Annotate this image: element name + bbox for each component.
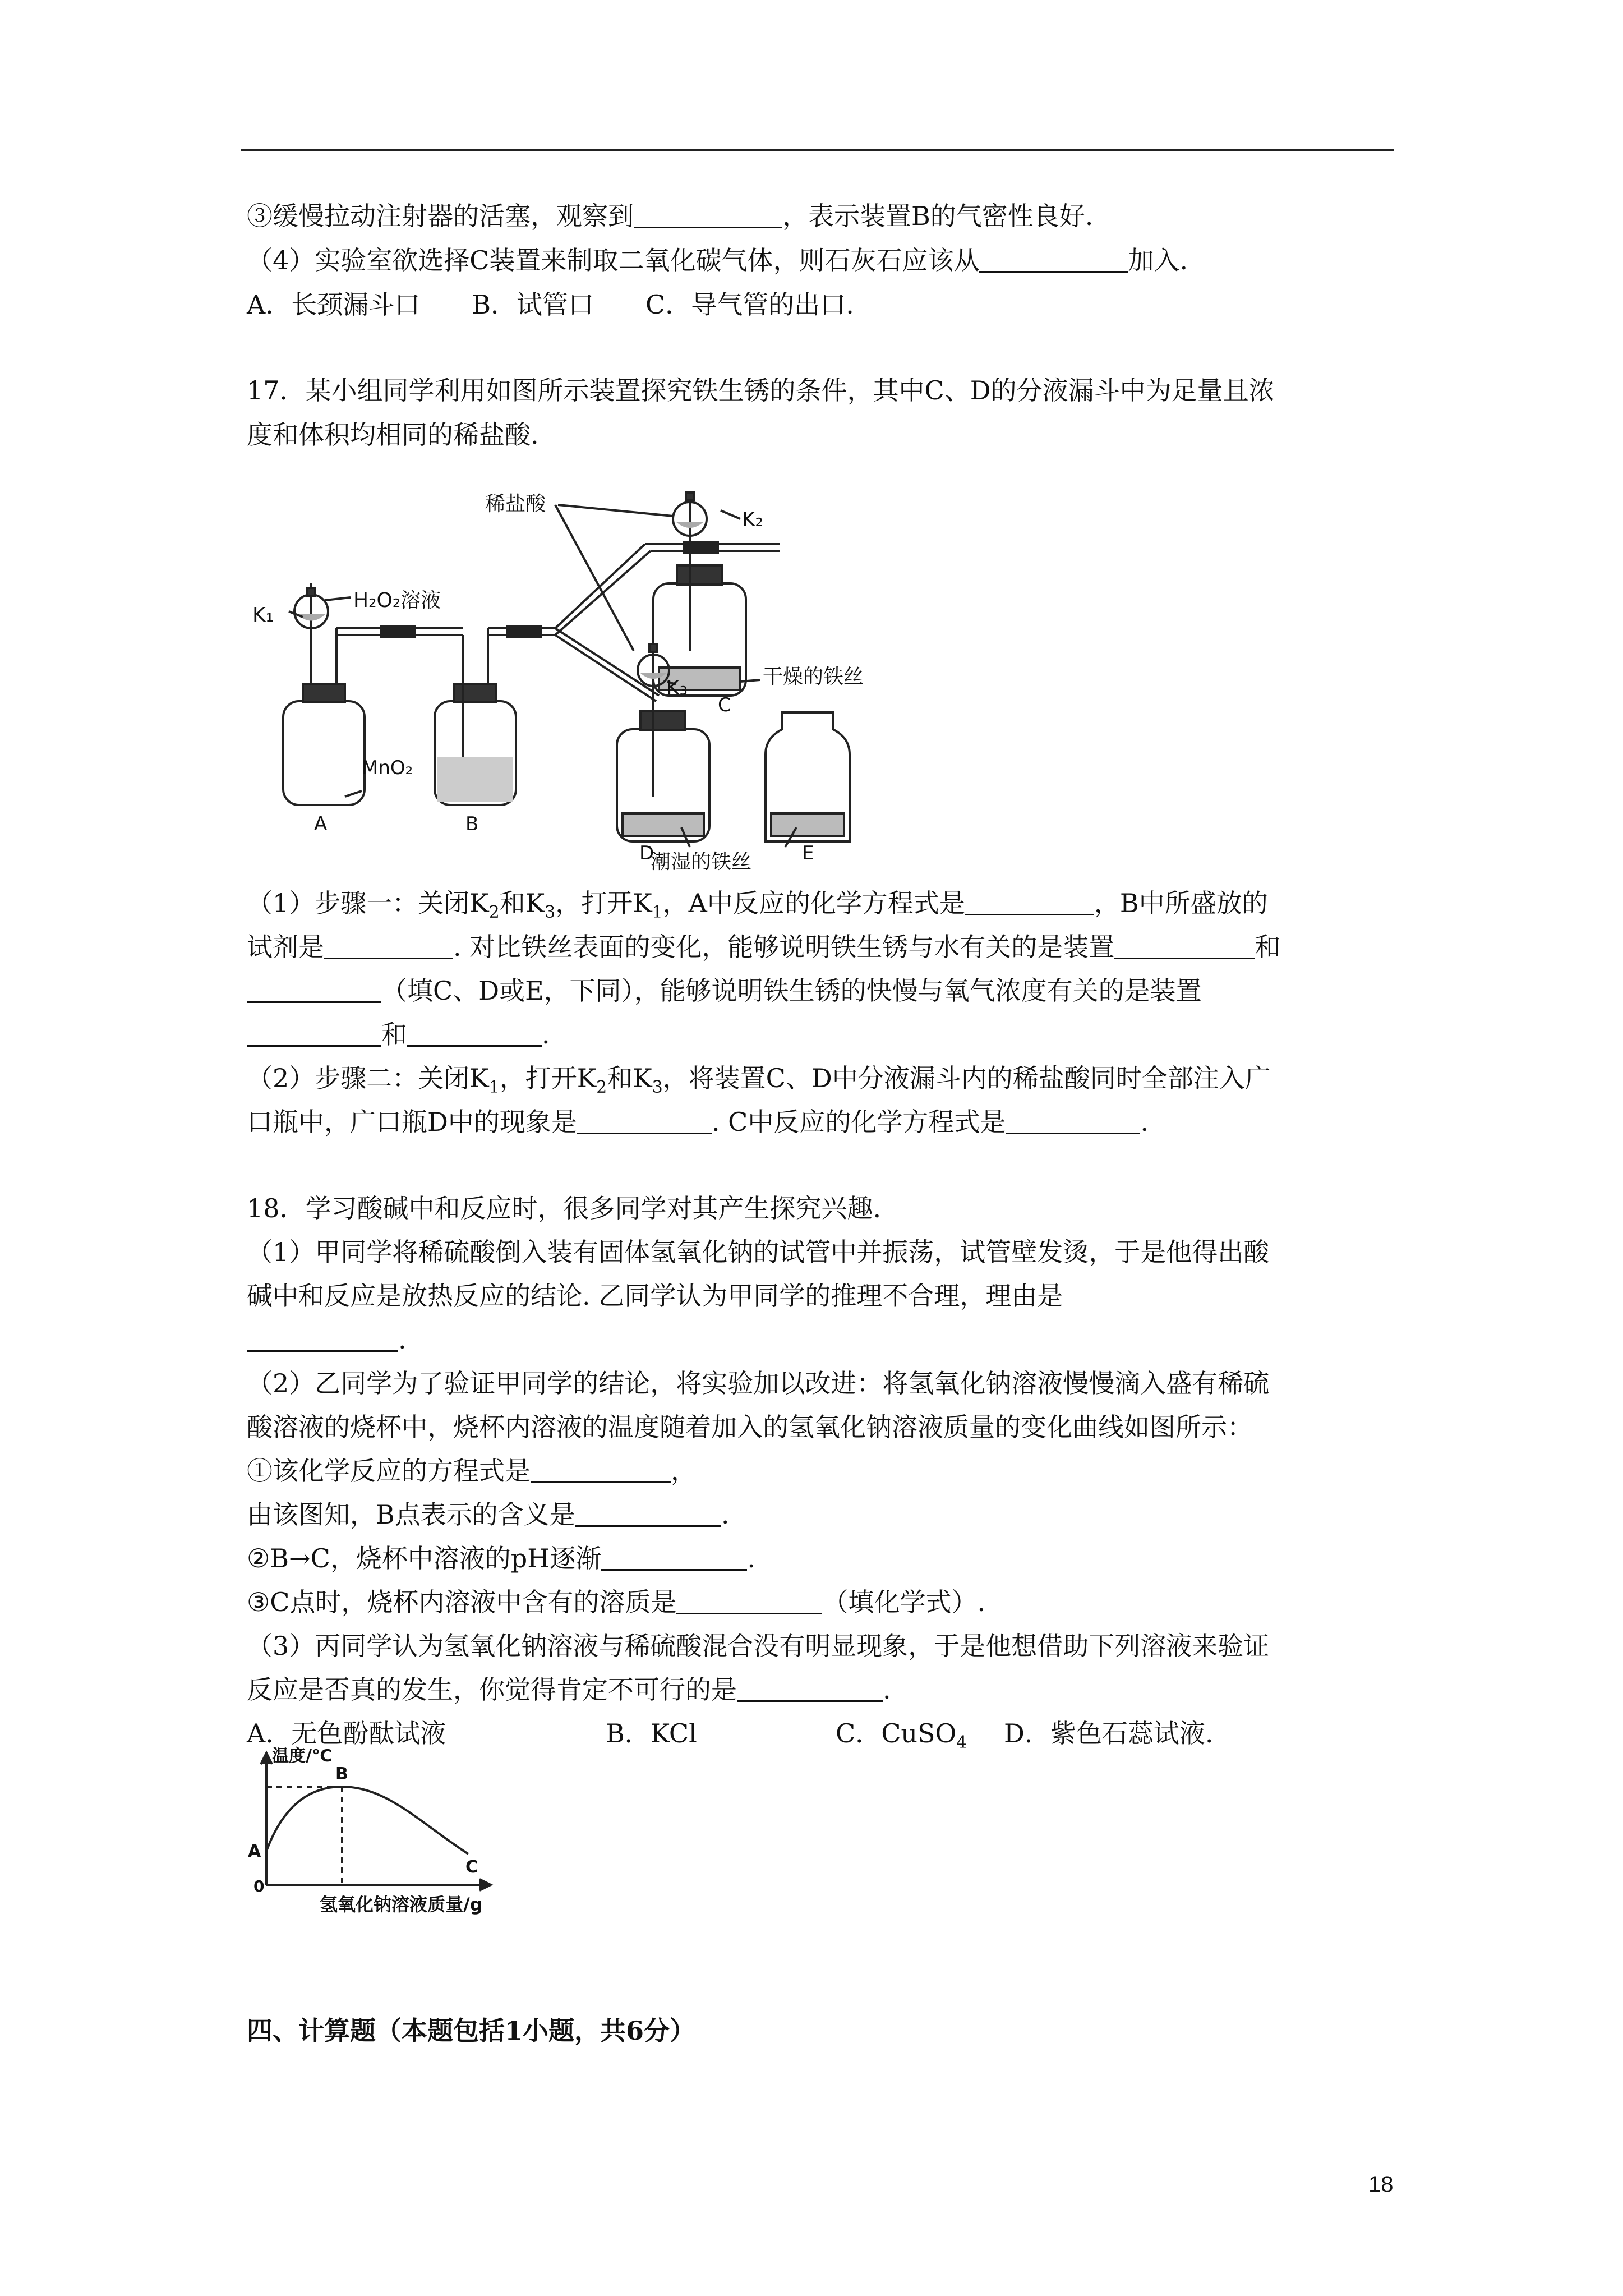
q18-part2-line1: （2）乙同学为了验证甲同学的结论，将实验加以改进：将氢氧化钠溶液慢慢滴入盛有稀硫: [247, 1368, 1270, 1398]
q18-part3-line2: 反应是否真的发生，你觉得肯定不可行的是 .: [247, 1674, 891, 1705]
label-b: B: [465, 813, 479, 835]
answer-blank[interactable]: [1006, 1106, 1140, 1134]
graph-ylabel: 温度/℃: [272, 1746, 333, 1766]
label-e: E: [802, 842, 814, 864]
q16-item4: （4）实验室欲选择C装置来制取二氧化碳气体，则石灰石应该从 加入.: [247, 245, 1188, 275]
q17-part2-line1: （2）步骤二：关闭$K_1$，打开$K_2$和$K_3$，将装置C、D中分液漏斗内的稀盐酸同时全部注入广: [247, 1063, 1271, 1097]
q17-stem-line1: 17．某小组同学利用如图所示装置探究铁生锈的条件，其中C、D的分液漏斗中为足量且浓: [247, 375, 1275, 406]
answer-blank[interactable]: [247, 1323, 398, 1352]
graph-point-c: C: [465, 1857, 478, 1877]
label-c: C: [718, 694, 731, 716]
answer-blank[interactable]: [676, 1586, 822, 1614]
option-d: D．紫色石蕊试液.: [1004, 1718, 1214, 1749]
page-number: 18: [1368, 2172, 1394, 2197]
q17-part2-line2: 口瓶中，广口瓶D中的现象是 . C中反应的化学方程式是 .: [247, 1107, 1149, 1137]
answer-blank[interactable]: [601, 1542, 747, 1571]
q18-item1b: 由该图知，B点表示的含义是 .: [247, 1499, 730, 1530]
q17-part1-line3: （填C、D或E，下同），能够说明铁生锈的快慢与氧气浓度有关的是装置: [247, 974, 1202, 1007]
answer-blank[interactable]: [247, 1018, 381, 1047]
q17-part1-line4: 和 .: [247, 1018, 550, 1051]
q16-item3: ③缓慢拉动注射器的活塞，观察到 ，表示装置B的气密性良好.: [247, 201, 1094, 231]
label-k2: K₂: [742, 508, 764, 531]
label-hcl: 稀盐酸: [485, 493, 546, 516]
option-a: A．无色酚酞试液: [247, 1718, 446, 1749]
q18-part1-line2: 碱中和反应是放热反应的结论. 乙同学认为甲同学的推理不合理，理由是: [247, 1281, 1063, 1311]
label-k3: K₃: [666, 677, 688, 700]
graph-point-a: A: [248, 1842, 261, 1861]
answer-blank[interactable]: [577, 1106, 712, 1134]
q16-options: A．长颈漏斗口 B．试管口 C．导气管的出口.: [247, 289, 854, 320]
bottle-a: [283, 701, 365, 805]
answer-blank[interactable]: [737, 1673, 883, 1702]
option-b: B．KCl: [606, 1718, 697, 1749]
q18-stem: 18．学习酸碱中和反应时，很多同学对其产生探究兴趣.: [247, 1193, 882, 1223]
answer-blank[interactable]: [407, 1018, 542, 1047]
option-c: C．CuSO$_4$: [836, 1718, 967, 1752]
q18-part3-line1: （3）丙同学认为氢氧化钠溶液与稀硫酸混合没有明显现象，于是他想借助下列溶液来验证: [247, 1631, 1270, 1661]
label-k1: K₁: [252, 604, 274, 627]
q17-part1-line1: （1）步骤一：关闭$K_2$和$K_3$，打开$K_1$，A中反应的化学方程式是 ，B中所盛放的: [247, 888, 1268, 922]
answer-blank[interactable]: [324, 931, 453, 959]
q18-item1: ①该化学反应的方程式是 ，: [247, 1456, 697, 1486]
q18-part2-line2: 酸溶液的烧杯中，烧杯内溶液的温度随着加入的氢氧化钠溶液质量的变化曲线如图所示：: [247, 1412, 1253, 1442]
answer-blank[interactable]: [575, 1498, 721, 1527]
label-d: D: [639, 842, 654, 864]
q17-stem-line2: 度和体积均相同的稀盐酸.: [247, 420, 539, 450]
answer-blank[interactable]: [1114, 931, 1255, 959]
q18-item3: ③C点时，烧杯内溶液中含有的溶质是 （填化学式）.: [247, 1587, 986, 1617]
graph-point-b: B: [335, 1764, 348, 1784]
answer-blank[interactable]: [979, 244, 1128, 273]
label-dry-wire: 干燥的铁丝: [763, 665, 864, 688]
label-mno2: MnO₂: [362, 757, 413, 779]
graph-origin: 0: [253, 1877, 265, 1895]
header-rule: [241, 149, 1394, 151]
answer-blank[interactable]: [247, 974, 381, 1003]
label-h2o2: H₂O₂溶液: [353, 589, 441, 612]
q17-part1-line2: 试剂是 . 对比铁丝表面的变化，能够说明铁生锈与水有关的是装置 和: [247, 932, 1281, 962]
iron-rust-apparatus-figure: [241, 460, 937, 875]
temperature-curve: [266, 1787, 468, 1854]
answer-blank[interactable]: [965, 887, 1094, 915]
label-wet-wire: 潮湿的铁丝: [651, 850, 752, 873]
graph-xlabel: 氢氧化钠溶液质量/g: [320, 1894, 483, 1915]
q18-part1-line1: （1）甲同学将稀硫酸倒入装有固体氢氧化钠的试管中并振荡，试管壁发烫，于是他得出酸: [247, 1237, 1270, 1267]
label-a: A: [314, 813, 328, 835]
answer-blank[interactable]: [634, 200, 782, 228]
q18-part1-line3: .: [247, 1323, 407, 1356]
answer-blank[interactable]: [531, 1455, 671, 1483]
temperature-curve-graph: [241, 1745, 544, 1924]
section-4-title: 四、计算题（本题包括1小题，共6分）: [247, 2016, 696, 2046]
q18-item2: ②B→C，烧杯中溶液的pH逐渐 .: [247, 1543, 755, 1573]
